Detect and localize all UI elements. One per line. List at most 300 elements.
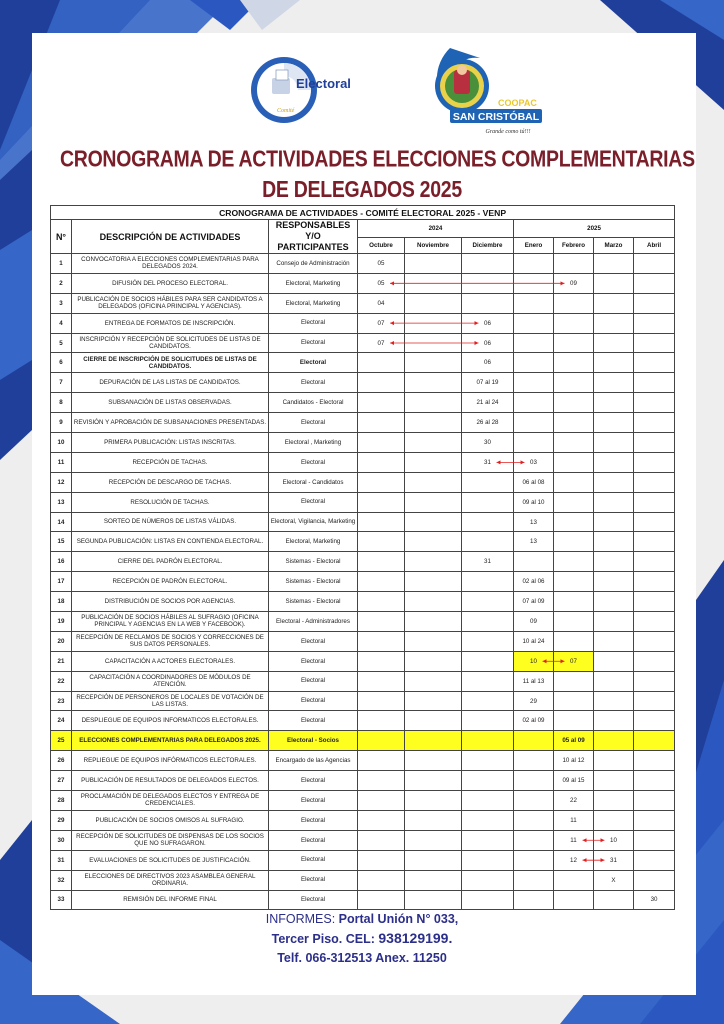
row-number: 9 [51, 413, 72, 433]
responsible-cell: Electoral [269, 492, 358, 512]
date-cell-dic: 31 [462, 552, 514, 572]
date-cell-dic: 06 [462, 313, 514, 333]
date-cell-ene: 29 [514, 691, 554, 711]
date-cell-ene: 09 al 10 [514, 492, 554, 512]
date-cell-oct [358, 373, 405, 393]
date-cell-abr [634, 492, 675, 512]
date-cell-abr [634, 273, 675, 293]
date-cell-feb [554, 532, 594, 552]
row-number: 21 [51, 651, 72, 671]
date-cell-nov [405, 810, 462, 830]
date-cell-oct [358, 810, 405, 830]
row-number: 14 [51, 512, 72, 532]
table-row [51, 810, 675, 830]
date-cell-abr [634, 731, 675, 751]
activity-description: DEPURACIÓN DE LAS LISTAS DE CANDIDATOS. [72, 373, 269, 393]
table-row [51, 771, 675, 791]
document-title [60, 144, 695, 205]
date-cell-oct: 04 [358, 293, 405, 313]
date-cell-feb [554, 472, 594, 492]
responsible-cell: Electoral [269, 711, 358, 731]
date-cell-dic: 21 al 24 [462, 393, 514, 413]
activity-description: REVISIÓN Y APROBACIÓN DE SUBSANACIONES PRESENTADAS. [72, 413, 269, 433]
date-cell-dic [462, 572, 514, 592]
table-row [51, 512, 675, 532]
date-cell-dic [462, 830, 514, 850]
row-number: 26 [51, 751, 72, 771]
date-cell-dic [462, 532, 514, 552]
date-cell-oct [358, 870, 405, 890]
date-cell-oct [358, 890, 405, 910]
date-cell-nov [405, 791, 462, 811]
date-cell-ene [514, 870, 554, 890]
date-cell-dic [462, 771, 514, 791]
date-cell-dic [462, 612, 514, 632]
date-cell-dic [462, 691, 514, 711]
date-cell-abr [634, 850, 675, 870]
date-cell-nov [405, 612, 462, 632]
row-number: 19 [51, 612, 72, 632]
date-cell-oct [358, 731, 405, 751]
date-cell-oct [358, 532, 405, 552]
date-cell-dic [462, 492, 514, 512]
date-cell-nov [405, 671, 462, 691]
date-cell-abr [634, 791, 675, 811]
activity-description: RECEPCIÓN DE PERSONEROS DE LOCALES DE VOTACIÓN DE LAS LISTAS. [72, 691, 269, 711]
date-cell-dic [462, 890, 514, 910]
date-cell-nov [405, 313, 462, 333]
date-cell-ene: 02 al 06 [514, 572, 554, 592]
date-cell-mar [594, 492, 634, 512]
row-number: 16 [51, 552, 72, 572]
month-header: Febrero [554, 237, 594, 253]
date-cell-abr [634, 631, 675, 651]
date-cell-dic [462, 273, 514, 293]
date-cell-feb: 22 [554, 791, 594, 811]
activity-description: EVALUACIONES DE SOLICITUDES DE JUSTIFICACIÓN. [72, 850, 269, 870]
date-cell-feb [554, 870, 594, 890]
row-number: 25 [51, 731, 72, 751]
date-cell-abr [634, 870, 675, 890]
table-row [51, 711, 675, 731]
date-cell-abr [634, 433, 675, 453]
date-cell-feb [554, 373, 594, 393]
date-cell-nov [405, 890, 462, 910]
date-cell-abr [634, 472, 675, 492]
date-cell-feb [554, 413, 594, 433]
date-cell-mar [594, 691, 634, 711]
date-cell-feb [554, 671, 594, 691]
activity-description: RECEPCIÓN DE PADRÓN ELECTORAL. [72, 572, 269, 592]
responsible-cell: Electoral [269, 333, 358, 353]
date-cell-abr [634, 254, 675, 274]
date-cell-abr [634, 293, 675, 313]
activity-description: RECEPCIÓN DE RECLAMOS DE SOCIOS Y CORRECCIONES DE SUS DATOS PERSONALES. [72, 631, 269, 651]
row-number: 31 [51, 850, 72, 870]
date-cell-dic [462, 293, 514, 313]
date-cell-abr [634, 751, 675, 771]
responsible-cell: Sistemas - Electoral [269, 572, 358, 592]
date-cell-mar [594, 433, 634, 453]
date-cell-ene [514, 273, 554, 293]
date-cell-nov [405, 592, 462, 612]
activity-description: PUBLICACIÓN DE SOCIOS OMISOS AL SUFRAGIO. [72, 810, 269, 830]
date-cell-nov [405, 512, 462, 532]
responsible-cell: Electoral - Candidatos [269, 472, 358, 492]
date-cell-feb [554, 631, 594, 651]
table-main-header: CRONOGRAMA DE ACTIVIDADES - COMITÉ ELECTORAL 2025 - VENP [51, 206, 675, 220]
table-row [51, 552, 675, 572]
activity-description: CONVOCATORIA A ELECCIONES COMPLEMENTARIAS PARA DELEGADOS 2024. [72, 254, 269, 274]
electoral-logo-subtext: Comité [277, 108, 295, 114]
date-cell-abr [634, 532, 675, 552]
col-num-header: N° [51, 220, 72, 254]
row-number: 24 [51, 711, 72, 731]
activity-description: PROCLAMACIÓN DE DELEGADOS ELECTOS Y ENTREGA DE CREDENCIALES. [72, 791, 269, 811]
san-cristobal-label: SAN CRISTÓBAL [452, 111, 540, 123]
date-cell-mar [594, 472, 634, 492]
responsible-cell: Electoral, Marketing [269, 273, 358, 293]
date-cell-ene: 13 [514, 532, 554, 552]
responsible-cell: Electoral [269, 830, 358, 850]
date-cell-dic [462, 671, 514, 691]
date-cell-abr [634, 771, 675, 791]
date-cell-feb: 10 al 12 [554, 751, 594, 771]
date-cell-dic: 06 [462, 333, 514, 353]
col-resp-header: RESPONSABLES Y/O PARTICIPANTES [269, 220, 358, 254]
schedule-body [51, 254, 675, 910]
date-cell-ene: 13 [514, 512, 554, 532]
date-cell-abr [634, 452, 675, 472]
date-cell-feb [554, 254, 594, 274]
date-cell-oct: 05 [358, 273, 405, 293]
date-cell-nov [405, 870, 462, 890]
table-row [51, 452, 675, 472]
table-row [51, 830, 675, 850]
table-row [51, 472, 675, 492]
title-line-2: DE DELEGADOS 2025 [262, 177, 462, 203]
date-cell-mar [594, 393, 634, 413]
activity-description: PUBLICACIÓN DE SOCIOS HÁBILES PARA SER CANDIDATOS A DELEGADOS (OFICINA PRINCIPAL Y AGENCIAS). [72, 293, 269, 313]
responsible-cell: Electoral - Administradores [269, 612, 358, 632]
row-number: 10 [51, 433, 72, 453]
date-cell-mar [594, 751, 634, 771]
table-row [51, 393, 675, 413]
date-cell-ene: 10 [514, 651, 554, 671]
date-cell-nov [405, 731, 462, 751]
responsible-cell: Consejo de Administración [269, 254, 358, 274]
date-cell-nov [405, 393, 462, 413]
row-number: 5 [51, 333, 72, 353]
date-cell-feb [554, 572, 594, 592]
month-header: Octubre [358, 237, 405, 253]
date-cell-feb: 11 [554, 830, 594, 850]
table-row [51, 353, 675, 373]
date-cell-oct [358, 631, 405, 651]
row-number: 18 [51, 592, 72, 612]
date-cell-ene [514, 333, 554, 353]
activity-description: ELECCIONES DE DIRECTIVOS 2023 ASAMBLEA GENERAL ORDINARIA. [72, 870, 269, 890]
date-cell-abr [634, 810, 675, 830]
row-number: 28 [51, 791, 72, 811]
date-cell-mar [594, 631, 634, 651]
table-row [51, 373, 675, 393]
responsible-cell: Sistemas - Electoral [269, 552, 358, 572]
date-cell-mar [594, 890, 634, 910]
date-cell-mar [594, 373, 634, 393]
date-cell-nov [405, 293, 462, 313]
row-number: 23 [51, 691, 72, 711]
date-cell-feb [554, 711, 594, 731]
date-cell-abr [634, 512, 675, 532]
date-cell-nov [405, 532, 462, 552]
date-cell-ene [514, 751, 554, 771]
date-cell-nov [405, 472, 462, 492]
date-cell-nov [405, 333, 462, 353]
responsible-cell: Encargado de las Agencias [269, 751, 358, 771]
date-cell-ene [514, 393, 554, 413]
date-cell-oct [358, 751, 405, 771]
date-cell-feb: 07 [554, 651, 594, 671]
row-number: 20 [51, 631, 72, 651]
date-cell-ene [514, 433, 554, 453]
date-cell-ene [514, 830, 554, 850]
row-number: 29 [51, 810, 72, 830]
date-cell-mar: 31 [594, 850, 634, 870]
date-cell-nov [405, 353, 462, 373]
electoral-logo [240, 50, 360, 130]
row-number: 8 [51, 393, 72, 413]
date-cell-feb [554, 353, 594, 373]
responsible-cell: Electoral [269, 771, 358, 791]
row-number: 32 [51, 870, 72, 890]
date-cell-feb [554, 512, 594, 532]
col-desc-header: DESCRIPCIÓN DE ACTIVIDADES [72, 220, 269, 254]
san-cristobal-logo [410, 40, 545, 140]
date-cell-mar: 10 [594, 830, 634, 850]
date-cell-abr [634, 830, 675, 850]
date-cell-feb [554, 393, 594, 413]
responsible-cell: Electoral - Socios [269, 731, 358, 751]
date-cell-ene: 10 al 24 [514, 631, 554, 651]
row-number: 13 [51, 492, 72, 512]
date-cell-dic [462, 592, 514, 612]
date-cell-abr [634, 711, 675, 731]
date-cell-feb [554, 452, 594, 472]
year-2025-header: 2025 [514, 220, 675, 238]
date-cell-dic [462, 631, 514, 651]
responsible-cell: Electoral [269, 691, 358, 711]
responsible-cell: Electoral [269, 651, 358, 671]
date-cell-dic [462, 254, 514, 274]
date-cell-mar [594, 771, 634, 791]
row-number: 12 [51, 472, 72, 492]
date-cell-feb [554, 552, 594, 572]
date-cell-mar [594, 512, 634, 532]
date-cell-nov [405, 572, 462, 592]
date-cell-dic: 06 [462, 353, 514, 373]
date-cell-mar [594, 810, 634, 830]
activity-description: ENTREGA DE FORMATOS DE INSCRIPCIÓN. [72, 313, 269, 333]
date-cell-abr [634, 592, 675, 612]
date-cell-abr [634, 651, 675, 671]
activity-description: DESPLIEGUE DE EQUIPOS INFORMATICOS ELECTORALES. [72, 711, 269, 731]
date-cell-abr [634, 313, 675, 333]
footer-address: Portal Unión N° 033, [338, 912, 459, 926]
date-cell-ene [514, 313, 554, 333]
schedule-table [50, 205, 675, 910]
row-number: 2 [51, 273, 72, 293]
footer-label: INFORMES: [265, 912, 336, 926]
date-cell-abr [634, 691, 675, 711]
table-row [51, 612, 675, 632]
date-cell-dic [462, 850, 514, 870]
date-cell-ene [514, 373, 554, 393]
date-cell-nov [405, 433, 462, 453]
date-cell-dic: 07 al 19 [462, 373, 514, 393]
month-header: Enero [514, 237, 554, 253]
date-cell-abr [634, 552, 675, 572]
row-number: 11 [51, 452, 72, 472]
table-row [51, 870, 675, 890]
responsible-cell: Electoral [269, 313, 358, 333]
date-cell-feb [554, 612, 594, 632]
date-cell-nov [405, 552, 462, 572]
responsible-cell: Candidatos - Electoral [269, 393, 358, 413]
date-cell-oct [358, 592, 405, 612]
activity-description: SORTEO DE NÚMEROS DE LISTAS VÁLIDAS. [72, 512, 269, 532]
date-cell-nov [405, 492, 462, 512]
table-row [51, 791, 675, 811]
date-cell-dic [462, 472, 514, 492]
date-cell-oct [358, 572, 405, 592]
activity-description: PUBLICACIÓN DE SOCIOS HÁBILES AL SUFRAGIO (OFICINA PRINCIPAL Y AGENCIAS EN LA WEB Y FACEBOOK). [72, 612, 269, 632]
date-cell-ene: 09 [514, 612, 554, 632]
date-cell-mar [594, 293, 634, 313]
date-cell-ene [514, 850, 554, 870]
responsible-cell: Electoral [269, 353, 358, 373]
date-cell-mar [594, 651, 634, 671]
date-cell-feb: 09 [554, 273, 594, 293]
footer-floor: Tercer Piso. CEL: [271, 932, 375, 946]
activity-description: PRIMERA PUBLICACIÓN: LISTAS INSCRITAS. [72, 433, 269, 453]
month-header: Abril [634, 237, 675, 253]
date-cell-mar [594, 552, 634, 572]
responsible-cell: Electoral [269, 890, 358, 910]
table-row [51, 433, 675, 453]
slogan-label: Grande como tú!!! [485, 129, 531, 135]
date-cell-nov [405, 850, 462, 870]
date-cell-nov [405, 413, 462, 433]
table-row [51, 731, 675, 751]
date-cell-mar [594, 671, 634, 691]
date-cell-oct [358, 492, 405, 512]
table-row [51, 850, 675, 870]
date-cell-oct: 07 [358, 333, 405, 353]
date-cell-ene [514, 353, 554, 373]
activity-description: REMISIÓN DEL INFORME FINAL [72, 890, 269, 910]
row-number: 6 [51, 353, 72, 373]
table-row [51, 631, 675, 651]
month-header: Noviembre [405, 237, 462, 253]
table-row [51, 273, 675, 293]
date-cell-ene: 06 al 08 [514, 472, 554, 492]
month-header: Diciembre [462, 237, 514, 253]
date-cell-nov [405, 751, 462, 771]
date-cell-abr [634, 373, 675, 393]
activity-description: RECEPCIÓN DE SOLICITUDES DE DISPENSAS DE LOS SOCIOS QUE NO SUFRAGARON. [72, 830, 269, 850]
date-cell-oct [358, 791, 405, 811]
responsible-cell: Electoral [269, 452, 358, 472]
month-header: Marzo [594, 237, 634, 253]
date-cell-mar [594, 711, 634, 731]
date-cell-dic [462, 751, 514, 771]
date-cell-ene [514, 731, 554, 751]
date-cell-dic [462, 870, 514, 890]
table-row [51, 333, 675, 353]
row-number: 7 [51, 373, 72, 393]
date-cell-ene [514, 293, 554, 313]
date-cell-nov [405, 373, 462, 393]
date-cell-oct [358, 452, 405, 472]
responsible-cell: Electoral [269, 850, 358, 870]
date-cell-mar [594, 731, 634, 751]
date-cell-nov [405, 273, 462, 293]
row-number: 1 [51, 254, 72, 274]
date-cell-dic [462, 711, 514, 731]
date-cell-feb: 05 al 09 [554, 731, 594, 751]
date-cell-oct: 05 [358, 254, 405, 274]
date-cell-dic [462, 512, 514, 532]
date-cell-oct [358, 612, 405, 632]
date-cell-feb [554, 890, 594, 910]
date-cell-feb: 11 [554, 810, 594, 830]
date-cell-oct [358, 691, 405, 711]
table-row [51, 671, 675, 691]
activity-description: DIFUSIÓN DEL PROCESO ELECTORAL. [72, 273, 269, 293]
responsible-cell: Sistemas - Electoral [269, 592, 358, 612]
responsible-cell: Electoral [269, 810, 358, 830]
date-cell-mar [594, 333, 634, 353]
date-cell-feb [554, 492, 594, 512]
table-row [51, 572, 675, 592]
contact-footer [0, 910, 724, 968]
footer-phone: Telf. 066-312513 Anex. 11250 [277, 951, 447, 965]
date-cell-nov [405, 631, 462, 651]
responsible-cell: Electoral [269, 373, 358, 393]
date-cell-mar [594, 791, 634, 811]
table-row [51, 592, 675, 612]
date-cell-oct [358, 671, 405, 691]
table-row [51, 254, 675, 274]
title-line-1: CRONOGRAMA DE ACTIVIDADES ELECCIONES COMPLEMENTARIAS [60, 146, 695, 173]
date-cell-abr: 30 [634, 890, 675, 910]
activity-description: SEGUNDA PUBLICACIÓN: LISTAS EN CONTIENDA ELECTORAL. [72, 532, 269, 552]
date-cell-ene [514, 413, 554, 433]
date-cell-abr [634, 572, 675, 592]
row-number: 4 [51, 313, 72, 333]
row-number: 22 [51, 671, 72, 691]
activity-description: ELECCIONES COMPLEMENTARIAS PARA DELEGADOS 2025. [72, 731, 269, 751]
date-cell-oct [358, 651, 405, 671]
table-row [51, 532, 675, 552]
date-cell-nov [405, 771, 462, 791]
date-cell-nov [405, 452, 462, 472]
date-cell-mar [594, 452, 634, 472]
table-row [51, 313, 675, 333]
electoral-logo-text: Electoral [296, 76, 351, 91]
activity-description: CAPACITACIÓN A COORDINADORES DE MÓDULOS DE ATENCIÓN. [72, 671, 269, 691]
